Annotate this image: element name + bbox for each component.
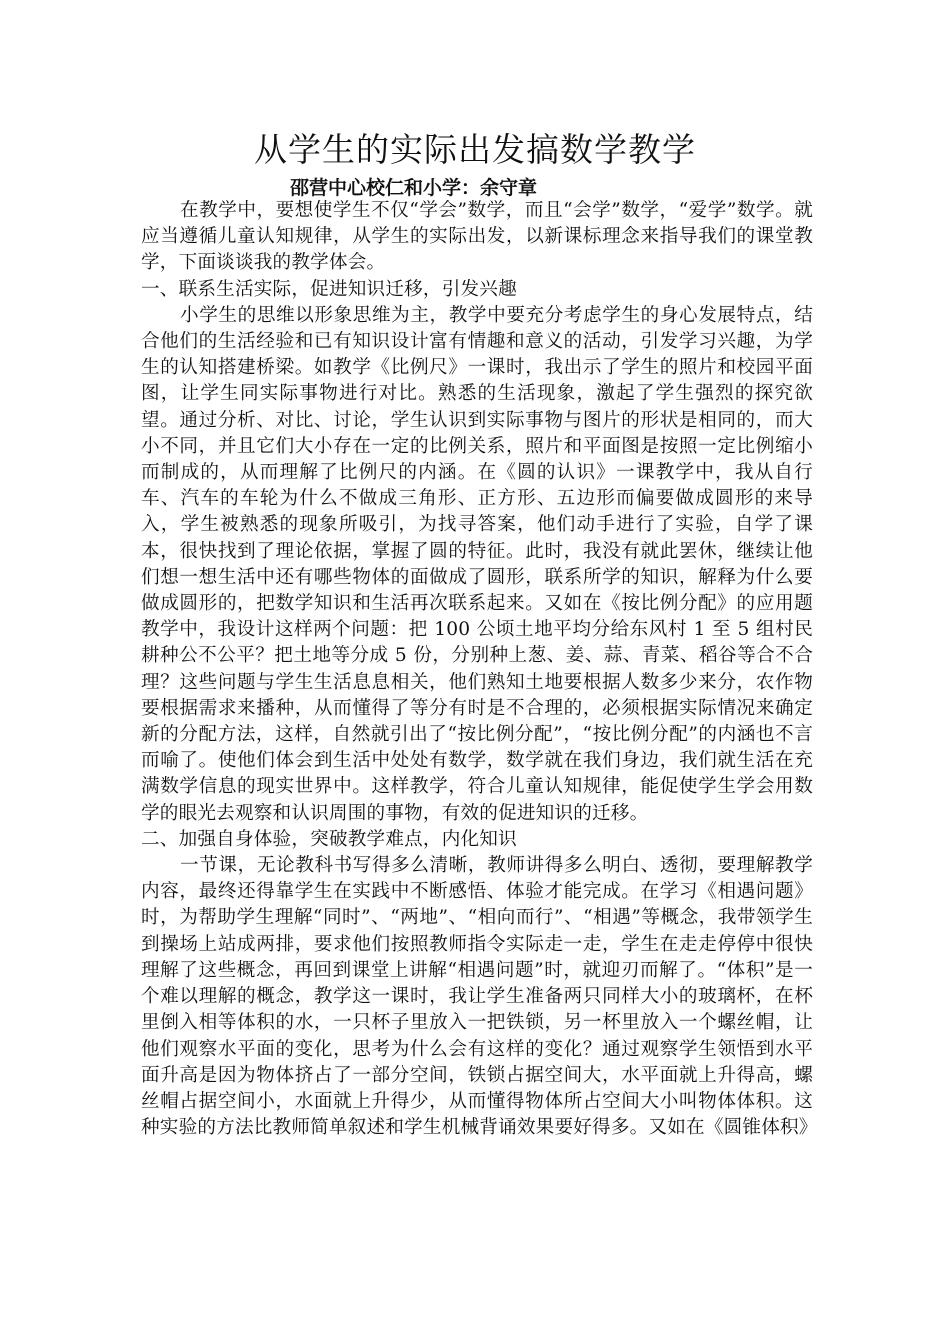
document-body	[141, 198, 818, 1141]
section-heading: 一、联系生活实际，促进知识迁移，引发兴趣	[141, 278, 517, 300]
author-line: 邵营中心校仁和小学：余守章	[290, 177, 538, 199]
section-heading: 二、加强自身体验，突破教学难点，内化知识	[141, 828, 517, 850]
document-title: 从学生的实际出发搞数学教学	[254, 130, 696, 169]
paragraph: 在教学中，要想使学生不仅“学会”数学，而且“会学”数学，“爱学”数学。就应当遵循儿童认知规律，从学生的实际出发，以新课标理念来指导我们的课堂教学，下面谈谈我的教学体会。	[141, 200, 813, 274]
paragraph: 一节课，无论教科书写得多么清晰，教师讲得多么明白、透彻，要理解教学内容，最终还得靠学生在实践中不断感悟、体验才能完成。在学习《相遇问题》时，为帮助学生理解“同时”、“两地”、“相向而行”、“相遇”等概念，我带领学生到操场上站成两排，要求他们按照教师指令实际走一走，学生在走走停停中很快理解了这些概念，再回到课堂上讲解“相遇问题”时，就迎刃而解了。“体积”是一个难以理解的概念，教学这一课时，我让学生准备两只同样大小的玻璃杯，在杯里倒入相等体积的水，一只杯子里放入一把铁锁，另一杯里放入一个螺丝帽，让他们观察水平面的变化，思考为什么会有这样的变化？通过观察学生领悟到水平面升高是因为物体挤占了一部分空间，铁锁占据空间大，水平面就上升得高，螺丝帽占据空间小，水面就上升得少，从而懂得物体所占空间大小叫物体体积。这种实验的方法比教师简单叙述和学生机械背诵效果要好得多。又如在《圆锥体积》	[141, 855, 818, 1139]
paragraph: 小学生的思维以形象思维为主，教学中要充分考虑学生的身心发展特点，结合他们的生活经验和已有知识设计富有情趣和意义的活动，引发学习兴趣，为学生的认知搭建桥梁。如教学《比例尺》一课时，我出示了学生的照片和校园平面图，让学生同实际事物进行对比。熟悉的生活现象，激起了学生强烈的探究欲望。通过分析、对比、讨论，学生认识到实际事物与图片的形状是相同的，而大小不同，并且它们大小存在一定的比例关系，照片和平面图是按照一定比例缩小而制成的，从而理解了比例尺的内涵。在《圆的认识》一课教学中，我从自行车、汽车的车轮为什么不做成三角形、正方形、五边形而偏要做成圆形的来导入，学生被熟悉的现象所吸引，为找寻答案，他们动手进行了实验，自学了课本，很快找到了理论依据，掌握了圆的特征。此时，我没有就此罢休，继续让他们想一想生活中还有哪些物体的面做成了圆形，联系所学的知识，解释为什么要做成圆形的，把数学知识和生活再次联系起来。又如在《按比例分配》的应用题教学中，我设计这样两个问题：把 100 公顷土地平均分给东风村 1 至 5 组村民耕种公不公平？把土地等分成 5 份，分别种上葱、姜、蒜、青菜、稻谷等合不合理？这些问题与学生生活息息相关，他们熟知土地要根据人数多少来分，农作物要根据需求来播种，从而懂得了等分有时是不合理的，必须根据实际情况来确定新的分配方法，这样，自然就引出了“按比例分配”，“按比例分配”的内涵也不言而喻了。使他们体会到生活中处处有数学，数学就在我们身边，我们就生活在充满数学信息的现实世界中。这样教学，符合儿童认知规律，能促使学生学会用数学的眼光去观察和认识周围的事物，有效的促进知识的迁移。	[141, 304, 813, 824]
